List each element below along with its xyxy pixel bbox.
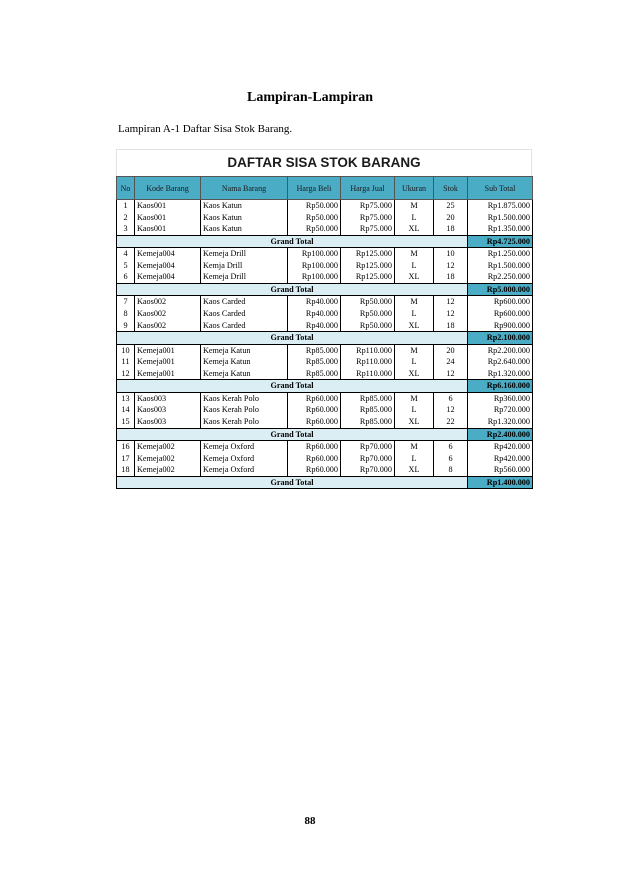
cell-nama: Kemeja Drill xyxy=(201,271,288,283)
cell-nama: Kaos Katun xyxy=(201,200,288,212)
cell-no: 15 xyxy=(117,416,135,428)
cell-harga-beli: Rp50.000 xyxy=(288,223,341,235)
table-row xyxy=(117,356,533,368)
table-row xyxy=(117,320,533,332)
table-row xyxy=(117,260,533,272)
cell-subtotal: Rp1.350.000 xyxy=(468,223,533,235)
cell-no: 17 xyxy=(117,453,135,465)
cell-harga-jual: Rp75.000 xyxy=(341,200,395,212)
cell-subtotal: Rp1.500.000 xyxy=(468,260,533,272)
cell-subtotal: Rp2.250.000 xyxy=(468,271,533,283)
grand-total-row xyxy=(117,235,533,247)
grand-total-label: Grand Total xyxy=(117,476,468,488)
cell-no: 8 xyxy=(117,308,135,320)
grand-total-label: Grand Total xyxy=(117,380,468,392)
cell-nama: Kemeja Oxford xyxy=(201,440,288,452)
grand-total-amount: Rp1.400.000 xyxy=(468,476,533,488)
cell-no: 7 xyxy=(117,296,135,308)
cell-harga-beli: Rp40.000 xyxy=(288,296,341,308)
cell-harga-beli: Rp100.000 xyxy=(288,260,341,272)
grand-total-amount: Rp5.000.000 xyxy=(468,283,533,295)
table-row xyxy=(117,223,533,235)
cell-no: 10 xyxy=(117,344,135,356)
cell-no: 4 xyxy=(117,248,135,260)
cell-subtotal: Rp1.875.000 xyxy=(468,200,533,212)
cell-subtotal: Rp360.000 xyxy=(468,392,533,404)
grand-total-row xyxy=(117,332,533,344)
cell-harga-beli: Rp50.000 xyxy=(288,212,341,224)
cell-nama: Kaos Kerah Polo xyxy=(201,416,288,428)
cell-nama: Kaos Katun xyxy=(201,223,288,235)
cell-no: 13 xyxy=(117,392,135,404)
cell-ukuran: XL xyxy=(395,320,434,332)
cell-ukuran: M xyxy=(395,392,434,404)
figure-caption: Lampiran A-1 Daftar Sisa Stok Barang. xyxy=(118,123,293,135)
cell-stok: 18 xyxy=(434,223,468,235)
cell-subtotal: Rp420.000 xyxy=(468,440,533,452)
cell-subtotal: Rp720.000 xyxy=(468,404,533,416)
cell-stok: 24 xyxy=(434,356,468,368)
cell-harga-jual: Rp85.000 xyxy=(341,416,395,428)
stock-sheet xyxy=(116,149,532,489)
grand-total-row xyxy=(117,428,533,440)
cell-nama: Kaos Katun xyxy=(201,212,288,224)
cell-no: 14 xyxy=(117,404,135,416)
cell-ukuran: M xyxy=(395,344,434,356)
grand-total-row xyxy=(117,380,533,392)
cell-nama: Kaos Kerah Polo xyxy=(201,392,288,404)
cell-ukuran: M xyxy=(395,200,434,212)
grand-total-label: Grand Total xyxy=(117,428,468,440)
cell-harga-beli: Rp60.000 xyxy=(288,453,341,465)
page-number: 88 xyxy=(304,815,316,827)
grand-total-row xyxy=(117,283,533,295)
cell-no: 6 xyxy=(117,271,135,283)
col-header-no: No xyxy=(117,177,135,200)
cell-harga-jual: Rp75.000 xyxy=(341,212,395,224)
cell-stok: 8 xyxy=(434,464,468,476)
cell-nama: Kaos Kerah Polo xyxy=(201,404,288,416)
cell-harga-jual: Rp85.000 xyxy=(341,404,395,416)
cell-harga-jual: Rp50.000 xyxy=(341,296,395,308)
cell-ukuran: XL xyxy=(395,223,434,235)
cell-harga-jual: Rp110.000 xyxy=(341,356,395,368)
col-header-stok: Stok xyxy=(434,177,468,200)
cell-harga-jual: Rp110.000 xyxy=(341,344,395,356)
cell-harga-jual: Rp125.000 xyxy=(341,248,395,260)
cell-kode: Kaos003 xyxy=(135,404,201,416)
cell-nama: Kemeja Katun xyxy=(201,368,288,380)
cell-stok: 18 xyxy=(434,320,468,332)
cell-stok: 12 xyxy=(434,308,468,320)
cell-harga-jual: Rp85.000 xyxy=(341,392,395,404)
grand-total-amount: Rp2.100.000 xyxy=(468,332,533,344)
cell-subtotal: Rp420.000 xyxy=(468,453,533,465)
cell-kode: Kaos002 xyxy=(135,308,201,320)
cell-harga-beli: Rp60.000 xyxy=(288,440,341,452)
cell-subtotal: Rp560.000 xyxy=(468,464,533,476)
table-row xyxy=(117,296,533,308)
table-row xyxy=(117,200,533,212)
cell-no: 16 xyxy=(117,440,135,452)
table-row xyxy=(117,464,533,476)
cell-harga-beli: Rp40.000 xyxy=(288,320,341,332)
cell-harga-beli: Rp60.000 xyxy=(288,464,341,476)
cell-ukuran: L xyxy=(395,453,434,465)
col-header-harga-beli: Harga Beli xyxy=(288,177,341,200)
cell-subtotal: Rp1.500.000 xyxy=(468,212,533,224)
table-header-row xyxy=(117,177,533,200)
cell-stok: 12 xyxy=(434,296,468,308)
cell-harga-beli: Rp85.000 xyxy=(288,344,341,356)
grand-total-amount: Rp4.725.000 xyxy=(468,235,533,247)
cell-harga-beli: Rp85.000 xyxy=(288,368,341,380)
cell-kode: Kemeja002 xyxy=(135,440,201,452)
cell-kode: Kemeja004 xyxy=(135,271,201,283)
cell-kode: Kaos003 xyxy=(135,392,201,404)
stock-table xyxy=(116,176,533,489)
table-row xyxy=(117,440,533,452)
cell-kode: Kaos001 xyxy=(135,200,201,212)
cell-ukuran: XL xyxy=(395,464,434,476)
cell-stok: 20 xyxy=(434,344,468,356)
cell-ukuran: L xyxy=(395,212,434,224)
cell-no: 2 xyxy=(117,212,135,224)
cell-subtotal: Rp600.000 xyxy=(468,296,533,308)
cell-kode: Kaos003 xyxy=(135,416,201,428)
cell-nama: Kemeja Drill xyxy=(201,248,288,260)
grand-total-label: Grand Total xyxy=(117,332,468,344)
table-row xyxy=(117,248,533,260)
table-row xyxy=(117,368,533,380)
cell-subtotal: Rp2.200.000 xyxy=(468,344,533,356)
cell-harga-beli: Rp60.000 xyxy=(288,392,341,404)
cell-harga-beli: Rp60.000 xyxy=(288,416,341,428)
cell-stok: 25 xyxy=(434,200,468,212)
cell-stok: 10 xyxy=(434,248,468,260)
cell-harga-jual: Rp75.000 xyxy=(341,223,395,235)
cell-harga-jual: Rp50.000 xyxy=(341,308,395,320)
cell-harga-jual: Rp110.000 xyxy=(341,368,395,380)
cell-no: 18 xyxy=(117,464,135,476)
cell-nama: Kemja Drill xyxy=(201,260,288,272)
cell-stok: 18 xyxy=(434,271,468,283)
cell-ukuran: L xyxy=(395,260,434,272)
cell-nama: Kemeja Katun xyxy=(201,356,288,368)
cell-ukuran: XL xyxy=(395,416,434,428)
cell-kode: Kemeja002 xyxy=(135,453,201,465)
cell-subtotal: Rp1.320.000 xyxy=(468,416,533,428)
cell-harga-jual: Rp70.000 xyxy=(341,453,395,465)
cell-harga-beli: Rp100.000 xyxy=(288,248,341,260)
cell-no: 11 xyxy=(117,356,135,368)
cell-nama: Kaos Carded xyxy=(201,296,288,308)
cell-harga-jual: Rp70.000 xyxy=(341,440,395,452)
cell-nama: Kemeja Oxford xyxy=(201,453,288,465)
table-row xyxy=(117,392,533,404)
cell-harga-jual: Rp50.000 xyxy=(341,320,395,332)
cell-subtotal: Rp2.640.000 xyxy=(468,356,533,368)
cell-stok: 6 xyxy=(434,453,468,465)
cell-harga-jual: Rp125.000 xyxy=(341,271,395,283)
cell-no: 1 xyxy=(117,200,135,212)
cell-kode: Kaos002 xyxy=(135,296,201,308)
cell-subtotal: Rp1.320.000 xyxy=(468,368,533,380)
cell-kode: Kemeja004 xyxy=(135,248,201,260)
cell-kode: Kemeja001 xyxy=(135,368,201,380)
table-row xyxy=(117,416,533,428)
cell-ukuran: M xyxy=(395,296,434,308)
cell-stok: 12 xyxy=(434,404,468,416)
table-row xyxy=(117,308,533,320)
cell-kode: Kemeja004 xyxy=(135,260,201,272)
cell-subtotal: Rp600.000 xyxy=(468,308,533,320)
cell-harga-beli: Rp50.000 xyxy=(288,200,341,212)
cell-ukuran: M xyxy=(395,440,434,452)
cell-nama: Kaos Carded xyxy=(201,320,288,332)
grand-total-row xyxy=(117,476,533,488)
cell-kode: Kaos002 xyxy=(135,320,201,332)
grand-total-label: Grand Total xyxy=(117,235,468,247)
cell-stok: 22 xyxy=(434,416,468,428)
table-row xyxy=(117,453,533,465)
table-row xyxy=(117,271,533,283)
cell-no: 3 xyxy=(117,223,135,235)
cell-kode: Kemeja001 xyxy=(135,356,201,368)
col-header-kode: Kode Barang xyxy=(135,177,201,200)
cell-no: 5 xyxy=(117,260,135,272)
cell-stok: 6 xyxy=(434,392,468,404)
cell-harga-beli: Rp85.000 xyxy=(288,356,341,368)
table-row xyxy=(117,212,533,224)
col-header-harga-jual: Harga Jual xyxy=(341,177,395,200)
col-header-nama: Nama Barang xyxy=(201,177,288,200)
cell-stok: 12 xyxy=(434,368,468,380)
cell-harga-beli: Rp100.000 xyxy=(288,271,341,283)
cell-harga-beli: Rp60.000 xyxy=(288,404,341,416)
cell-ukuran: L xyxy=(395,308,434,320)
cell-harga-jual: Rp70.000 xyxy=(341,464,395,476)
grand-total-amount: Rp2.400.000 xyxy=(468,428,533,440)
col-header-ukuran: Ukuran xyxy=(395,177,434,200)
grand-total-label: Grand Total xyxy=(117,283,468,295)
cell-ukuran: M xyxy=(395,248,434,260)
cell-ukuran: L xyxy=(395,356,434,368)
cell-ukuran: L xyxy=(395,404,434,416)
col-header-subtotal: Sub Total xyxy=(468,177,533,200)
cell-subtotal: Rp1.250.000 xyxy=(468,248,533,260)
cell-no: 12 xyxy=(117,368,135,380)
table-row xyxy=(117,404,533,416)
table-body xyxy=(117,200,533,489)
cell-ukuran: XL xyxy=(395,368,434,380)
cell-nama: Kemeja Katun xyxy=(201,344,288,356)
cell-nama: Kaos Carded xyxy=(201,308,288,320)
table-row xyxy=(117,344,533,356)
cell-subtotal: Rp900.000 xyxy=(468,320,533,332)
cell-harga-jual: Rp125.000 xyxy=(341,260,395,272)
table-title: DAFTAR SISA STOK BARANG xyxy=(116,149,532,176)
cell-ukuran: XL xyxy=(395,271,434,283)
cell-stok: 20 xyxy=(434,212,468,224)
cell-kode: Kemeja001 xyxy=(135,344,201,356)
grand-total-amount: Rp6.160.000 xyxy=(468,380,533,392)
cell-kode: Kaos001 xyxy=(135,212,201,224)
cell-nama: Kemeja Oxford xyxy=(201,464,288,476)
cell-stok: 6 xyxy=(434,440,468,452)
cell-stok: 12 xyxy=(434,260,468,272)
cell-harga-beli: Rp40.000 xyxy=(288,308,341,320)
cell-no: 9 xyxy=(117,320,135,332)
cell-kode: Kemeja002 xyxy=(135,464,201,476)
cell-kode: Kaos001 xyxy=(135,223,201,235)
page-heading: Lampiran-Lampiran xyxy=(246,90,373,105)
